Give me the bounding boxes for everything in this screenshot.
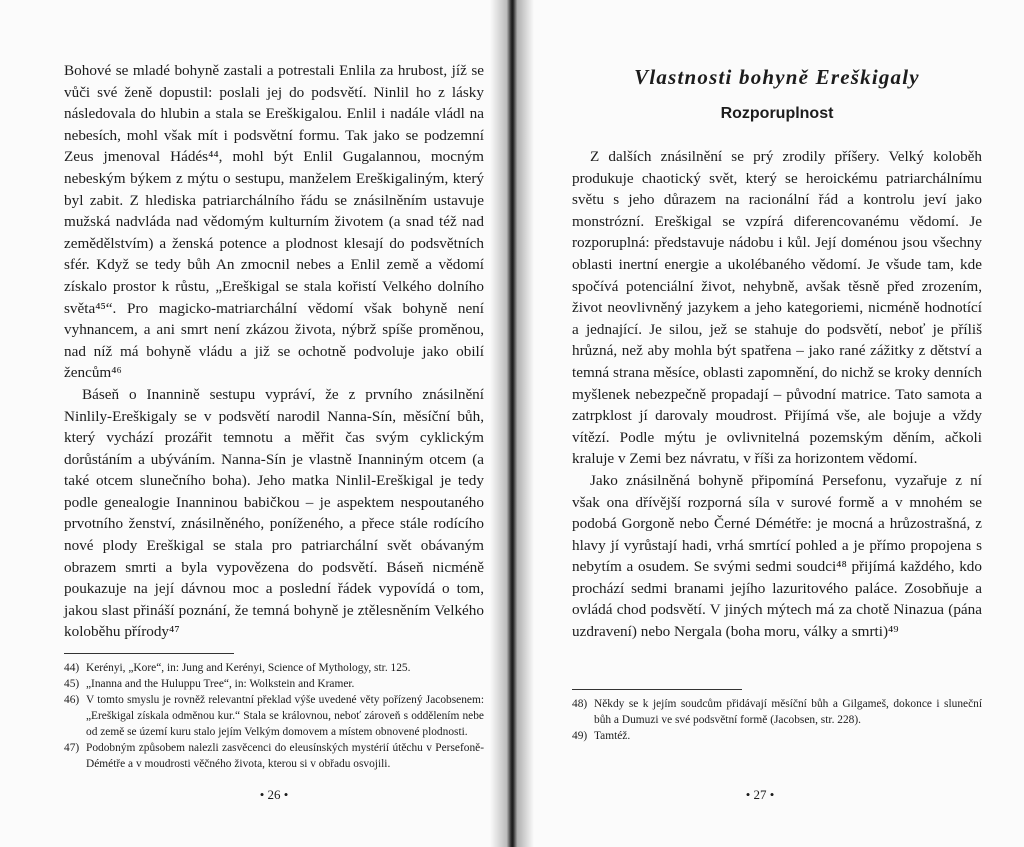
left-text-column <box>64 60 484 772</box>
page-number: • 26 • <box>259 787 289 802</box>
chapter-title: Vlastnosti bohyně Ereškigaly <box>634 65 920 89</box>
footnote-divider <box>572 689 742 690</box>
left-body-text <box>64 60 484 643</box>
footnote <box>64 676 484 692</box>
footnote-number: 45) <box>64 678 80 691</box>
footnote-text: V tomto smyslu je rovněž relevantní překlad výše uvedené věty pořízený Jacobsenem: „Ereškigal získala odměnou kur.“ Stala se královnou, neboť zároveň s oddělením nebe od země se území kuru stalo jejím Velkým domovem a místem obnovené plodnosti. <box>86 694 484 739</box>
footnote-number: 48) <box>572 697 588 710</box>
section-title: Rozporuplnost <box>720 105 834 122</box>
footnote-text: Někdy se k jejím soudcům přidávají měsíční bůh a Gilgameš, dokonce i sluneční bůh a Dumuzi ve své podsvětní formě (Jacobsen, str. 228). <box>594 697 982 726</box>
footnote-number: 47) <box>64 742 80 755</box>
right-paragraph: Z dalších znásilnění se prý zrodily příšery. Velký koloběh produkuje chaotický svět, který se heroickému patriarchálnímu světu s jeho důrazem na racionální řád a kontrolu jeví jako monstrózní. Ereškigal se vzpírá diferencovanému vědomí. Je rozporuplná: představuje nádobu i kůl. Její doménou jsou všechny oblasti inertní energie a ukolébaného vědomí. Je všude tam, kde spočívá potenciální život, nehybně, avšak těsně před zrozením, život neovlivněný jazykem a jeho kategoriemi, nicméně hodnotící a jednající. Je silou, jež se stahuje do podsvětí, neboť je příliš hrůzná, než aby mohla být spatřena – jako rané zážitky z dětství a temná strana měsíce, oblasti zapomnění, do nichž se kroky denních myšlenek nebezpečně propadají – původní matrice. Tato samota a zatrpklost jí darovaly moudrost. Přijímá vše, ale bojuje a vždy vítězí. Podle mýtu je ovlivnitelná pozemským děním, ačkoli kraluje v Zemi bez návratu, v říši za horizontem vědomí. <box>572 148 982 468</box>
page-number: • 27 • <box>745 787 775 802</box>
right-footnotes <box>572 696 982 744</box>
footnote-text: „Inanna and the Huluppu Tree“, in: Wolkstein and Kramer. <box>86 678 355 691</box>
footnote-divider <box>64 653 234 654</box>
right-body-text <box>572 146 982 643</box>
left-paragraph: Báseň o Inannině sestupu vypráví, že z prvního znásilnění Ninlily-Ereškigaly se v podsvětí narodil Nanna-Sín, měsíční bůh, který vychází prozářit temnotu a měřit čas svým cyklickým dorůstáním a ubýváním. Nanna-Sín je vlastně Inanniným otcem (a také otcem slunečního boha). Jeho matka Ninlil-Ereškigal je tedy podle genealogie Inanninou babičkou – je aspektem nespoutaného prvotního ženství, znásilněného, poníženého, a přece stále rodícího nové plody Ereškigal se stala pro patriarchální svět obávaným obrazem smrti a byla vypovězena do podsvětí. Báseň nicméně poukazuje na její dávnou moc a poslední řádek vypovídá o tom, jakou slast přináší poznání, že temná bohyně je ztělesněním Velkého koloběhu přírody⁴⁷ <box>64 385 484 641</box>
footnote-text: Tamtéž. <box>594 729 631 742</box>
left-page <box>0 0 508 847</box>
left-paragraph: Bohové se mladé bohyně zastali a potrestali Enlila za hrubost, jíž se vůči své ženě dopustil: poslali jej do podsvětí. Ninlil ho z lásky následovala do hlubin a stala se Ereškigalou. Enlil i nadále vládl na nebesích, mohl však mít i podsvětní formu. Tak jako se podzemní Zeus jmenoval Hádés⁴⁴, mohl být Enlil Gugalannou, mocným nebeským býkem z mýtu o sestupu, manželem Ereškigaliným, který byl zabit. Z hlediska patriarchálního řádu se znásilněním ustavuje mužská nadvláda nad vědomým kulturním životem (a snad též nad zemědělstvím) a ženská potence a plodnost klesají do podsvětních sfér. Když se tedy bůh An zmocnil nebes a Enlil země a vědomí získalo prostor k růstu, „Ereškigal se stala kořistí Velkého dolního světa⁴⁵“. Pro magicko-matriarchální vědomí však bohyně není vyhnancem, a ani smrt není zkázou života, nýbrž spíše proměnou, nad níž má bohyně vládu a již se ochotně podvoluje jako obilí žencům⁴⁶ <box>64 62 484 382</box>
right-paragraph: Jako znásilněná bohyně připomíná Persefonu, vyzařuje z ní však ona dřívější rozporná síla v surové formě a v mnohém se podobá Gorgoně nebo Černé Démétře: je mocná a hrůzostrašná, z hlavy jí vyrůstají hadi, vrhá smrtící pohled a je přímo propojena s nebytím a osudem. Se svými sedmi soudci⁴⁸ přijímá každého, kdo prochází sedmi branami jejího lazuritového paláce. Zosobňuje a ovládá chod podsvětí. V jiných mýtech má za chotě Ninazua (pána uzdravení) nebo Nergala (boha moru, války a smrti)⁴⁹ <box>572 471 982 641</box>
footnote-number: 46) <box>64 694 80 707</box>
footnote-number: 49) <box>572 729 588 742</box>
footnote-number: 44) <box>64 662 80 675</box>
footnote <box>64 692 484 740</box>
footnote-text: Kerényi, „Kore“, in: Jung and Kerényi, Science of Mythology, str. 125. <box>86 662 411 675</box>
footnote <box>64 740 484 772</box>
footnote <box>64 660 484 676</box>
footnote-text: Podobným způsobem nalezli zasvěcenci do eleusínských mystérií útěchu v Persefoně-Démétře a v moudrosti věčného života, kterou si v obřadu osvojili. <box>86 742 484 771</box>
left-footnotes <box>64 660 484 772</box>
right-text-column <box>572 64 982 744</box>
footnote <box>572 696 982 728</box>
footnote <box>572 728 982 744</box>
right-page <box>516 0 1024 847</box>
